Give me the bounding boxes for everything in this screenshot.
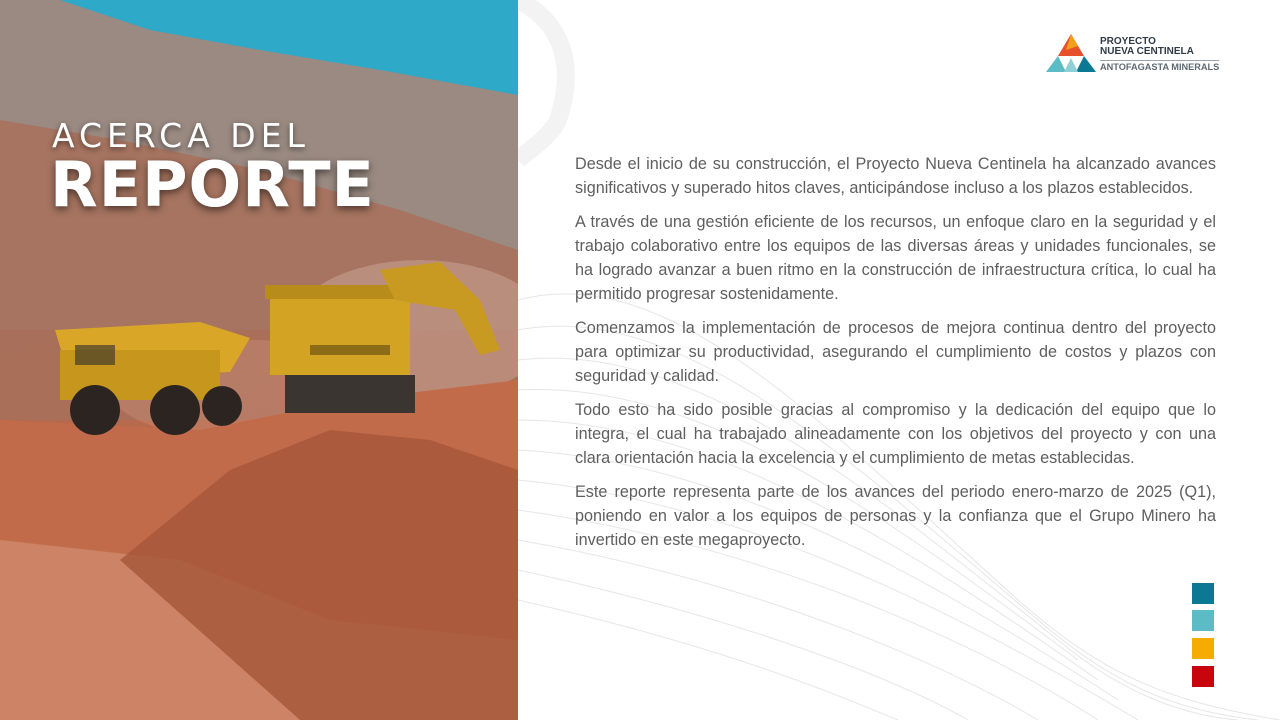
color-swatch-orange xyxy=(1192,638,1214,659)
company-logo xyxy=(1044,32,1224,76)
logo-line-1: PROYECTO xyxy=(1100,36,1156,47)
report-text xyxy=(575,152,1216,562)
mining-scene-illustration xyxy=(0,0,518,720)
color-swatch-teal xyxy=(1192,583,1214,604)
logo-line-2: NUEVA CENTINELA xyxy=(1100,46,1194,57)
paragraph-3: Comenzamos la implementación de procesos de mejora continua dentro del proyecto para optimizar su productividad, asegurando el cumplimiento de costos y plazos con seguridad y calidad. xyxy=(575,319,1216,385)
mining-photo xyxy=(0,0,518,720)
mountain-logo-icon xyxy=(1044,32,1098,76)
logo-line-3: ANTOFAGASTA MINERALS xyxy=(1100,62,1220,72)
paragraph-2: A través de una gestión eficiente de los recursos, un enfoque claro en la seguridad y el trabajo colaborativo entre los equipos de las diversas áreas y unidades funcionales, se ha logrado avanzar a buen ritmo en la construcción de infraestructura crítica, lo cual ha permitido progresar sostenidamente. xyxy=(575,213,1216,303)
hero-title-main: REPORTE xyxy=(50,148,375,221)
hero-title-top: ACERCA DEL xyxy=(52,116,310,155)
color-swatch-light-teal xyxy=(1192,610,1214,631)
paragraph-1: Desde el inicio de su construcción, el Proyecto Nueva Centinela ha alcanzado avances significativos y superado hitos claves, anticipándose incluso a los plazos establecidos. xyxy=(575,155,1216,197)
paragraph-4: Todo esto ha sido posible gracias al compromiso y la dedicación del equipo que lo integra, el cual ha trabajado alineadamente con los objetivos del proyecto y con una clara orientación hacia la excelencia y el cumplimiento de metas establecidas. xyxy=(575,401,1216,467)
color-swatch-red xyxy=(1192,666,1214,687)
paragraph-5: Este reporte representa parte de los avances del periodo enero-marzo de 2025 (Q1), poniendo en valor a los equipos de personas y la confianza que el Grupo Minero ha invertido en este megaproyecto. xyxy=(575,483,1216,549)
